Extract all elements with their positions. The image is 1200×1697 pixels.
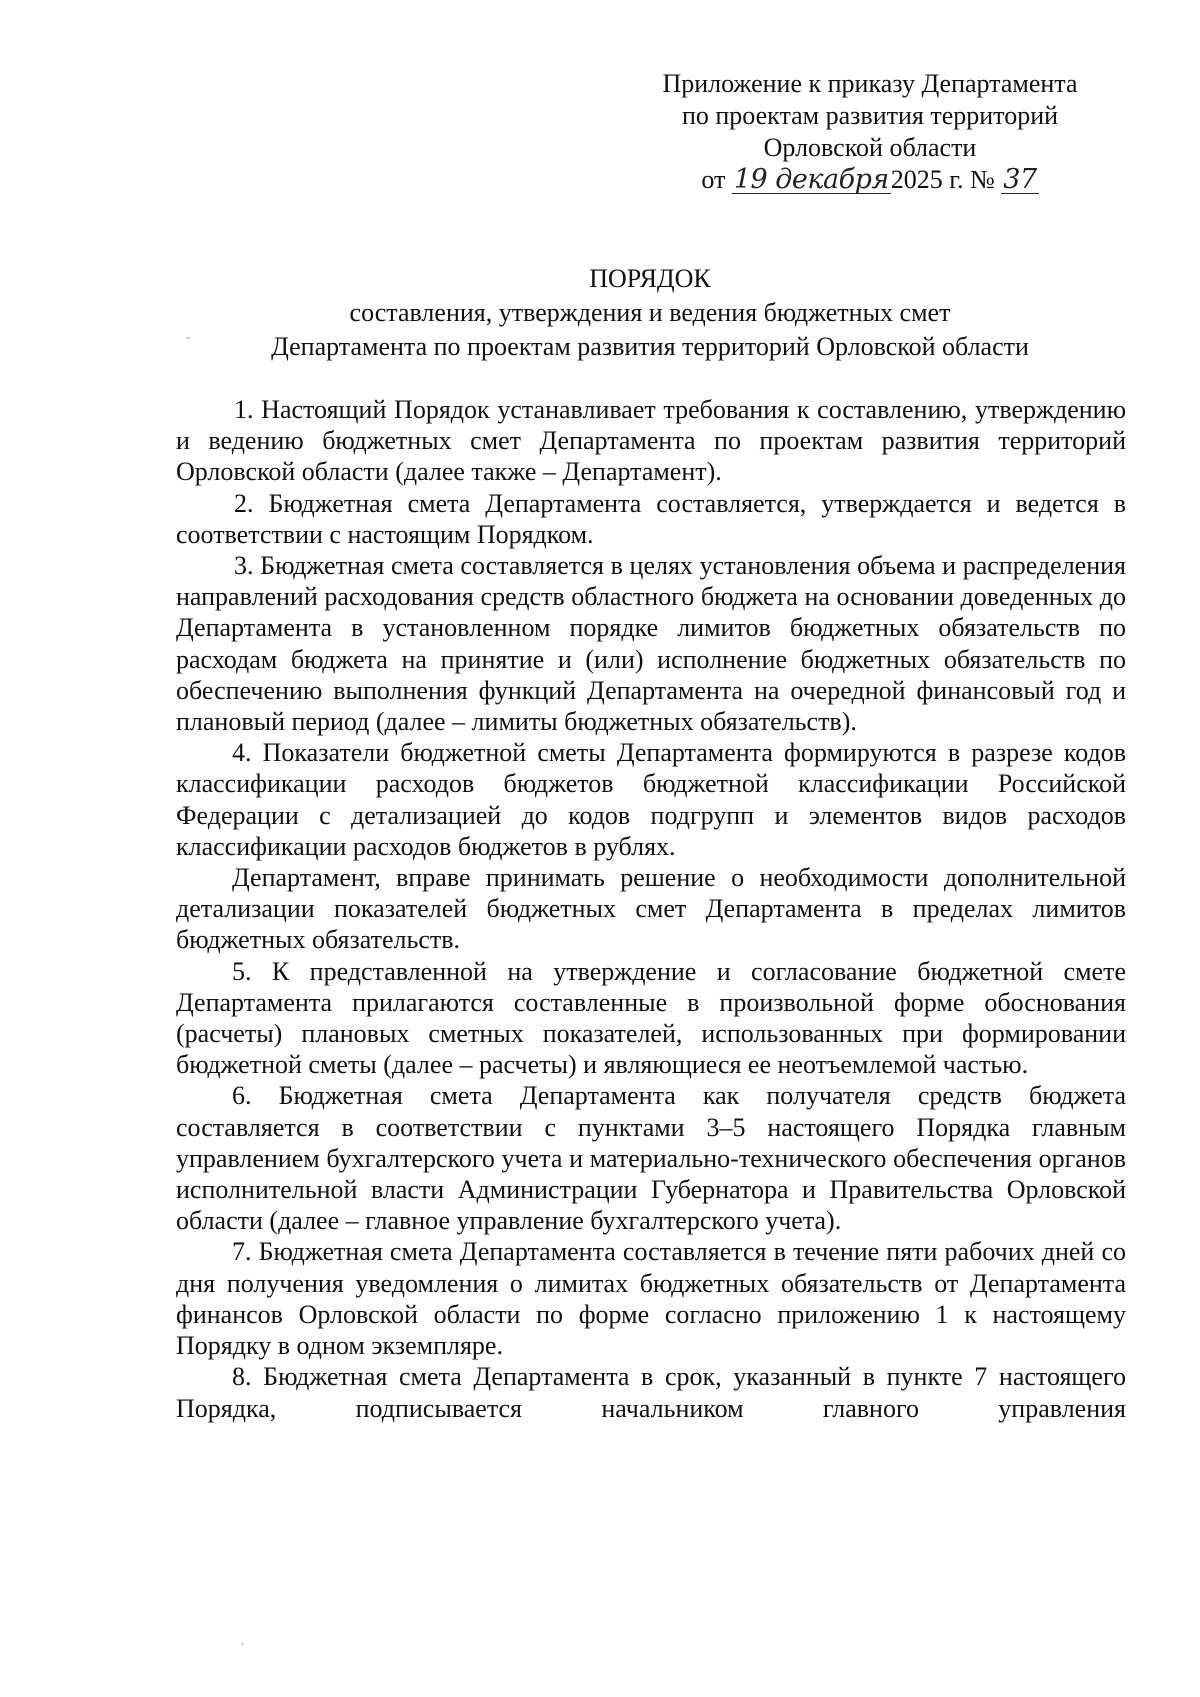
scan-speck: -: [186, 330, 191, 345]
document-title: [170, 262, 1130, 364]
paragraph-5: 5. К представленной на утверждение и согласование бюджетной смете Департамента прилагаются составленные в произвольной форме обоснования (расчеты) плановых сметных показателей, использованных при формировании бюджетной сметы (далее – расчеты) и являющиеся ее неотъемлемой частью.: [176, 956, 1126, 1080]
paragraph-7: 7. Бюджетная смета Департамента составляется в течение пяти рабочих дней со дня получения уведомления о лимитах бюджетных обязательств от Департамента финансов Орловской области по форме согласно приложению 1 к настоящему Порядку в одном экземпляре.: [176, 1237, 1126, 1361]
date-year: 2025 г. №: [890, 165, 995, 194]
scan-speck: ·: [240, 1638, 245, 1653]
appendix-header: [600, 68, 1140, 196]
handwritten-date: 19 декабря: [733, 164, 889, 195]
paragraph-1: 1. Настоящий Порядок устанавливает требования к составлению, утверждению и ведению бюджетных смет Департамента по проектам развития территорий Орловской области (далее также – Департамент).: [176, 395, 1126, 487]
title-subtitle-2: Департамента по проектам развития территорий Орловской области: [271, 332, 1029, 361]
paragraph-4-note: Департамент, вправе принимать решение о необходимости дополнительной детализации показателей бюджетных смет Департамента в пределах лимитов бюджетных обязательств.: [176, 863, 1126, 955]
paragraph-8: 8. Бюджетная смета Департамента в срок, указанный в пункте 7 настоящего Порядка, подписывается начальником главного управления: [176, 1362, 1126, 1423]
document-body: [176, 394, 1126, 1424]
title-heading: ПОРЯДОК: [589, 264, 711, 293]
appendix-line-2: по проектам развития территорий: [681, 101, 1059, 130]
appendix-line-3: Орловской области: [763, 133, 977, 162]
appendix-date-line: [600, 164, 1140, 196]
handwritten-order-number: 37: [1003, 164, 1037, 195]
title-subtitle-1: составления, утверждения и ведения бюджетных смет: [349, 298, 951, 327]
date-prefix: от: [701, 165, 726, 194]
paragraph-3: 3. Бюджетная смета составляется в целях установления объема и распределения направлений расходования средств областного бюджета на основании доведенных до Департамента в установленном порядке лимитов бюджетных обязательств по расходам бюджета на принятие и (или) исполнение бюджетных обязательств по обеспечению выполнения функций Департамента на очередной финансовый год и плановый период (далее – лимиты бюджетных обязательств).: [176, 551, 1126, 737]
paragraph-2: 2. Бюджетная смета Департамента составляется, утверждается и ведется в соответствии с настоящим Порядком.: [176, 488, 1126, 549]
paragraph-4: 4. Показатели бюджетной сметы Департамента формируются в разрезе кодов классификации расходов бюджетов бюджетной классификации Российской Федерации с детализацией до кодов подгрупп и элементов видов расходов классификации расходов бюджетов в рублях.: [176, 738, 1126, 861]
paragraph-6: 6. Бюджетная смета Департамента как получателя средств бюджета составляется в соответствии с пунктами 3–5 настоящего Порядка главным управлением бухгалтерского учета и материально-технического обеспечения органов исполнительной власти Администрации Губернатора и Правительства Орловской области (далее – главное управление бухгалтерского учета).: [176, 1081, 1126, 1236]
appendix-line-1: Приложение к приказу Департамента: [662, 69, 1078, 98]
